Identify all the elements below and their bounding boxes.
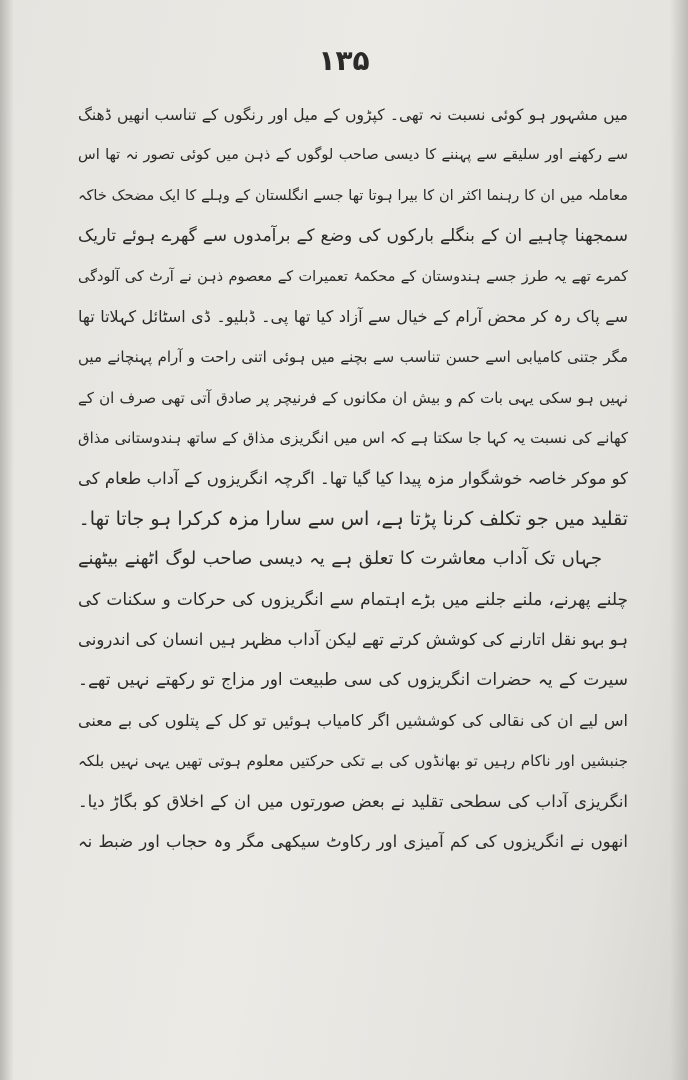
- text-line: معاملہ میں ان کا رہنما اکثر ان کا بیرا ہوتا تھا جسے انگلستان کے وہلے کا ایک مضحک خاکہ: [78, 187, 628, 204]
- text-line: سمجھنا چاہیے ان کے بنگلے بارکوں کی وضع کے برآمدوں سے گھرے ہوئے تاریک: [78, 226, 628, 247]
- text-line: تقلید میں جو تکلف کرنا پڑتا ہے، اس سے سارا مزہ کرکرا ہو جاتا تھا۔: [78, 507, 628, 530]
- text-line: انگریزی آداب کی سطحی تقلید نے بعض صورتوں میں ان کے اخلاق کو بگاڑ دیا۔: [78, 791, 628, 811]
- text-line: مگر جتنی کامیابی اسے حسن تناسب سے بچنے میں ہوئی اتنی راحت و آرام پہنچانے میں: [78, 348, 628, 367]
- text-line: چلنے پھرنے، ملنے جلنے میں بڑے اہتمام سے انگریزوں کی حرکات و سکنات کی: [78, 589, 628, 610]
- text-line: کمرے تھے یہ طرز جسے ہندوستان کے محکمۂ تعمیرات کے معصوم ذہن نے آرٹ کی آلودگی: [78, 268, 628, 285]
- page-number: ۱۳۵: [318, 44, 370, 77]
- text-line: جہاں تک آداب معاشرت کا تعلق ہے یہ دیسی صاحب لوگ اٹھنے بیٹھنے: [78, 548, 602, 570]
- text-line: اس لیے ان کی نقالی کی کوششیں اگر کامیاب ہوئیں تو کل کے پتلوں کی بے معنی: [78, 710, 628, 730]
- body-text: [78, 95, 628, 862]
- text-line: سے رکھنے اور سلیقے سے پہننے کا دیسی صاحب لوگوں کے ذہن میں کوئی تصور نہ تھا اس: [78, 147, 628, 164]
- text-line: سیرت کے یہ حضرات انگریزوں کی سی طبیعت اور مزاج تو رکھتے نہیں تھے۔: [78, 670, 628, 691]
- text-line: انھوں نے انگریزوں کی کم آمیزی اور رکاوٹ سیکھی مگر وہ حجاب اور ضبط نہ: [78, 832, 628, 852]
- text-line: میں مشہور ہو کوئی نسبت نہ تھی۔ کپڑوں کے میل اور رنگوں کے تناسب انھیں ڈھنگ: [78, 106, 628, 124]
- paragraph-2: [78, 539, 628, 862]
- text-line: کو موکر خاصہ خوشگوار مزہ پیدا کیا گیا تھا۔ اگرچہ انگریزوں کے آداب طعام کی: [78, 468, 628, 488]
- text-line: جنبشیں اور ناکام رہیں تو بھانڈوں کی بے تکی حرکتیں معلوم ہوتی تھیں یہی نہیں بلکہ: [78, 752, 628, 771]
- text-line: سے پاک رہ کر محض آرام کے خیال سے آزاد کیا تھا پی۔ ڈبلیو۔ ڈی اسٹائل کہلاتا تھا: [78, 306, 628, 326]
- text-line: ہو بہو نقل اتارنے کی کوشش کرتے تھے لیکن آداب مظہر ہیں انسان کی اندرونی: [78, 630, 628, 650]
- text-line: کھانے کی نسبت یہ کہا جا سکتا ہے کہ اس میں انگریزی مذاق کے ساتھ ہندوستانی مذاق: [78, 429, 628, 448]
- text-line: نہیں ہو سکی یہی بات کم و بیش ان مکانوں کے فرنیچر پر صادق آتی تھی صرف ان کے: [78, 388, 628, 407]
- paragraph-1: [78, 95, 628, 539]
